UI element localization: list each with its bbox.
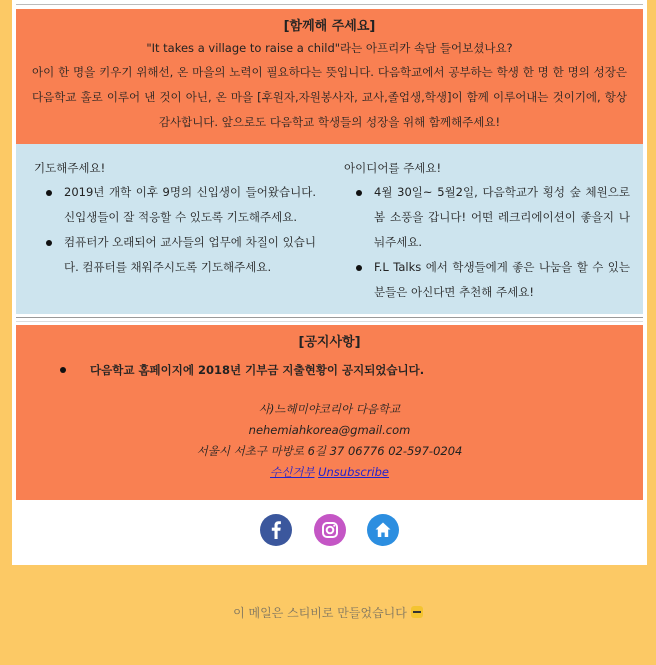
bullet-icon bbox=[356, 190, 362, 196]
instagram-icon[interactable] bbox=[314, 514, 346, 546]
section-title: [함께해 주세요] bbox=[283, 19, 376, 34]
bullet-icon bbox=[46, 240, 52, 246]
pray-column bbox=[34, 156, 316, 280]
social-links bbox=[12, 514, 647, 548]
ideas-column bbox=[344, 156, 630, 305]
list-item: F.L Talks 에서 학생들에게 좋은 나눔을 할 수 있는 분들은 아신다면 추천해 주세요! bbox=[344, 255, 630, 305]
join-us-section bbox=[16, 9, 643, 144]
org-email: nehemiahkorea@gmail.com bbox=[248, 423, 411, 437]
unsubscribe-link-ko[interactable]: 수신거부 bbox=[270, 465, 315, 479]
divider bbox=[16, 321, 643, 322]
notice-title: [공지사항] bbox=[298, 335, 361, 350]
org-info bbox=[16, 399, 643, 483]
intro-paragraph: 아이 한 명을 키우기 위해선, 온 마을의 노력이 필요하다는 뜻입니다. 다음학교에서 공부하는 학생 한 명 한 명의 성장은 다음학교 홀로 이루어 낸 것이 아닌, 온 마을 [후원자,자원봉사자, 교사,졸업생,학생]이 함께 이루어내는 것이기에, 항상 감사합니다. 앞으로도 다음학교 학생들의 성장을 위해 함께해주세요! bbox=[32, 65, 627, 129]
made-with-stibee[interactable]: 이 메일은 스티비로 만들었습니다 bbox=[0, 604, 656, 621]
stibee-emoji-icon bbox=[411, 606, 423, 618]
org-name: 사)느헤미야코리아 다음학교 bbox=[258, 402, 401, 416]
email-body bbox=[12, 0, 647, 565]
divider bbox=[16, 317, 643, 318]
list-item: 컴퓨터가 오래되어 교사들의 업무에 차질이 있습니다. 컴퓨터를 채워주시도록 기도해주세요. bbox=[34, 230, 316, 280]
ideas-heading: 아이디어를 주세요! bbox=[344, 161, 442, 175]
list-item: 2019년 개학 이후 9명의 신입생이 들어왔습니다. 신입생들이 잘 적응할 수 있도록 기도해주세요. bbox=[34, 180, 316, 230]
requests-section bbox=[16, 144, 643, 314]
bullet-icon bbox=[60, 367, 66, 373]
org-address: 서울시 서초구 마방로 6길 37 06776 02-597-0204 bbox=[196, 444, 463, 458]
notice-item: 다음학교 홈페이지에 2018년 기부금 지출현황이 공지되었습니다. bbox=[60, 359, 643, 381]
bullet-icon bbox=[356, 265, 362, 271]
home-icon[interactable] bbox=[367, 514, 399, 546]
facebook-icon[interactable] bbox=[260, 514, 292, 546]
unsubscribe-link-en[interactable]: Unsubscribe bbox=[318, 465, 389, 479]
pray-list bbox=[34, 180, 316, 280]
pray-heading: 기도해주세요! bbox=[34, 161, 106, 175]
bullet-icon bbox=[46, 190, 52, 196]
proverb-line: "It takes a village to raise a child"라는 아프리카 속담 들어보셨나요? bbox=[146, 41, 513, 55]
ideas-list bbox=[344, 180, 630, 305]
unsubscribe-links bbox=[16, 462, 643, 483]
notice-section bbox=[16, 325, 643, 500]
list-item: 4월 30일~ 5월2일, 다음학교가 횡성 숲 체원으로 봄 소풍을 갑니다! 어떤 레크리에이션이 좋을지 나눠주세요. bbox=[344, 180, 630, 255]
divider bbox=[16, 4, 643, 5]
